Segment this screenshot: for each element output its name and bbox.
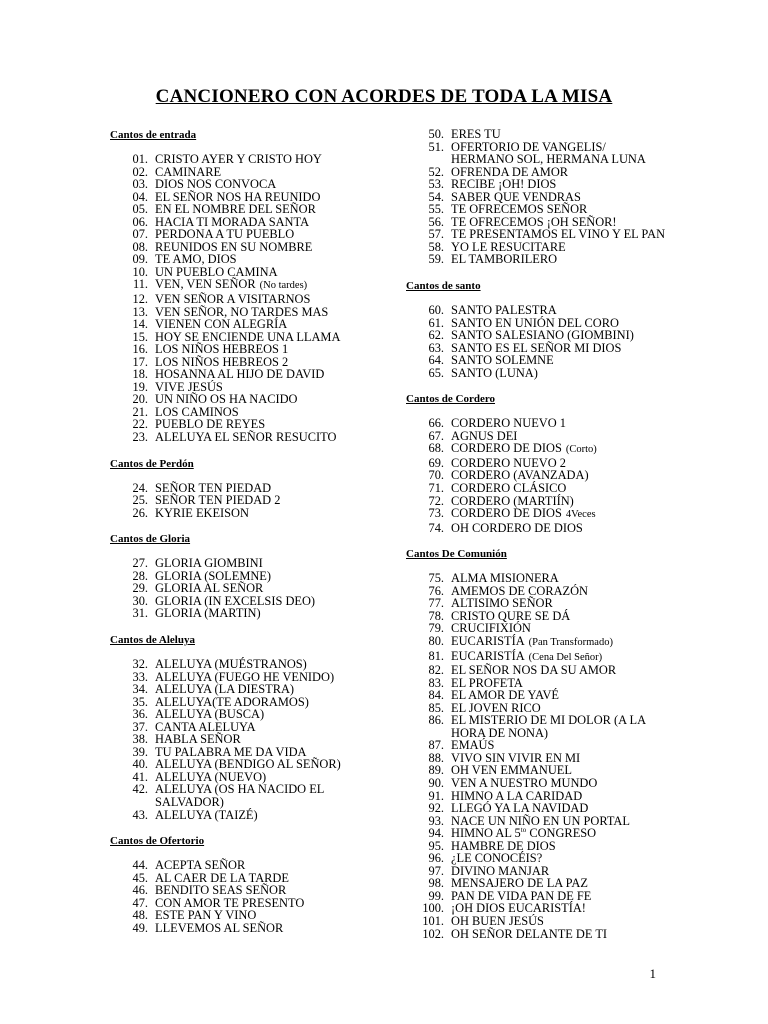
song-number: 93. bbox=[428, 813, 444, 828]
song-title: CRISTO QURE SE DÁ bbox=[451, 608, 571, 623]
song-number: 100. bbox=[422, 901, 444, 916]
song-title: ALELUYA (NUEVO) bbox=[155, 769, 267, 784]
song-title: CANTA ALELUYA bbox=[155, 719, 256, 734]
song-title: VEN A NUESTRO MUNDO bbox=[451, 775, 598, 790]
song-title: OFERTORIO DE VANGELIS/ bbox=[451, 139, 606, 154]
song-number: 16. bbox=[132, 342, 148, 357]
song-number: 66. bbox=[428, 416, 444, 431]
section-heading: Cantos de Aleluya bbox=[110, 633, 195, 646]
song-number: 55. bbox=[428, 202, 444, 217]
song-number: 02. bbox=[132, 164, 148, 179]
song-list bbox=[406, 128, 736, 266]
song-number: 80. bbox=[428, 633, 444, 648]
song-title: KYRIE EKEISON bbox=[155, 505, 249, 520]
song-number: 61. bbox=[428, 315, 444, 330]
song-title: ¡OH DIOS EUCARISTÍA! bbox=[451, 901, 586, 916]
song-title: EN EL NOMBRE DEL SEÑOR bbox=[155, 202, 316, 217]
song-title: VEN SEÑOR, NO TARDES MAS bbox=[155, 304, 329, 319]
song-title: MENSAJERO DE LA PAZ bbox=[451, 876, 588, 891]
song-number: 41. bbox=[132, 769, 148, 784]
song-title: ¿LE CONOCÉIS? bbox=[451, 851, 543, 866]
song-item bbox=[406, 928, 736, 941]
song-title: CORDERO (MARTIÍN) bbox=[451, 493, 574, 508]
song-number: 75. bbox=[428, 571, 444, 586]
song-item bbox=[406, 635, 736, 650]
song-number: 11. bbox=[132, 277, 148, 292]
song-title-continued: SALVADOR) bbox=[155, 794, 224, 809]
song-title: BENDITO SEAS SEÑOR bbox=[155, 883, 287, 898]
song-section bbox=[406, 392, 736, 534]
song-title: TE AMO, DIOS bbox=[155, 252, 237, 267]
song-number: 33. bbox=[132, 669, 148, 684]
song-title: RECIBE ¡OH! DIOS bbox=[451, 177, 557, 192]
song-title: CORDERO (AVANZADA) bbox=[451, 468, 589, 483]
song-title: UN NIÑO OS HA NACIDO bbox=[155, 392, 298, 407]
song-title: CORDERO DE DIOS bbox=[451, 441, 562, 456]
song-title: ALELUYA (LA DIESTRA) bbox=[155, 682, 295, 697]
song-title: CORDERO DE DIOS bbox=[451, 506, 562, 521]
song-title: REUNIDOS EN SU NOMBRE bbox=[155, 239, 313, 254]
song-title: EL AMOR DE YAVÉ bbox=[451, 688, 559, 703]
song-number: 92. bbox=[428, 801, 444, 816]
song-title: GLORIA (SOLEMNE) bbox=[155, 568, 271, 583]
song-item bbox=[406, 714, 736, 739]
song-number: 82. bbox=[428, 663, 444, 678]
song-note: (No tardes) bbox=[259, 280, 308, 292]
song-number: 70. bbox=[428, 468, 444, 483]
song-title: HOSANNA AL HIJO DE DAVID bbox=[155, 367, 325, 382]
song-number: 44. bbox=[132, 858, 148, 873]
song-title: DIOS NOS CONVOCA bbox=[155, 177, 277, 192]
song-item bbox=[110, 278, 440, 293]
song-item bbox=[110, 431, 440, 444]
song-number: 05. bbox=[132, 202, 148, 217]
song-number: 17. bbox=[132, 354, 148, 369]
song-title: HIMNO A LA CARIDAD bbox=[451, 788, 583, 803]
song-title: AL CAER DE LA TARDE bbox=[155, 870, 289, 885]
song-item bbox=[406, 141, 736, 166]
song-title: CAMINARE bbox=[155, 164, 222, 179]
song-number: 29. bbox=[132, 581, 148, 596]
song-number: 63. bbox=[428, 340, 444, 355]
song-title: SANTO (LUNA) bbox=[451, 365, 538, 380]
song-title: GLORIA (IN EXCELSIS DEO) bbox=[155, 593, 316, 608]
song-title: SABER QUE VENDRAS bbox=[451, 189, 581, 204]
song-title: SANTO EN UNIÓN DEL CORO bbox=[451, 315, 619, 330]
song-number: 24. bbox=[132, 480, 148, 495]
song-number: 96. bbox=[428, 851, 444, 866]
song-number: 91. bbox=[428, 788, 444, 803]
song-number: 94. bbox=[428, 826, 444, 841]
song-number: 56. bbox=[428, 214, 444, 229]
song-list bbox=[406, 572, 736, 940]
section-heading: Cantos de Ofertorio bbox=[110, 835, 205, 848]
song-number: 50. bbox=[428, 127, 444, 141]
song-number: 85. bbox=[428, 700, 444, 715]
song-title: VIVO SIN VIVIR EN MI bbox=[451, 750, 581, 765]
song-number: 62. bbox=[428, 328, 444, 343]
song-title: SEÑOR TEN PIEDAD 2 bbox=[155, 493, 281, 508]
song-list bbox=[110, 482, 440, 520]
section-heading: Cantos de Gloria bbox=[110, 533, 191, 546]
song-number: 13. bbox=[132, 304, 148, 319]
song-number: 97. bbox=[428, 863, 444, 878]
song-number: 21. bbox=[132, 404, 148, 419]
song-section bbox=[406, 547, 736, 940]
song-number: 25. bbox=[132, 493, 148, 508]
song-item bbox=[110, 783, 440, 808]
song-title: OH CORDERO DE DIOS bbox=[451, 520, 583, 535]
section-heading: Cantos De Comunión bbox=[406, 548, 507, 561]
song-list bbox=[110, 153, 440, 444]
song-number: 89. bbox=[428, 763, 444, 778]
song-title: LOS NIÑOS HEBREOS 1 bbox=[155, 342, 289, 357]
song-title: EL PROFETA bbox=[451, 675, 523, 690]
song-number: 65. bbox=[428, 365, 444, 380]
song-title: SANTO SOLEMNE bbox=[451, 353, 554, 368]
song-item bbox=[406, 367, 736, 380]
song-number: 98. bbox=[428, 876, 444, 891]
song-number: 59. bbox=[428, 252, 444, 267]
song-title: EL SEÑOR NOS DA SU AMOR bbox=[451, 663, 617, 678]
song-title: TE OFRECEMOS ¡OH SEÑOR! bbox=[451, 214, 617, 229]
song-title: OFRENDA DE AMOR bbox=[451, 164, 569, 179]
song-number: 43. bbox=[132, 807, 148, 822]
section-heading: Cantos de entrada bbox=[110, 129, 197, 141]
song-title: EUCARISTÍA bbox=[451, 633, 525, 648]
song-section bbox=[406, 279, 736, 379]
song-list bbox=[406, 417, 736, 534]
song-number: 67. bbox=[428, 428, 444, 443]
song-title: NACE UN NIÑO EN UN PORTAL bbox=[451, 813, 630, 828]
song-number: 12. bbox=[132, 292, 148, 307]
song-number: 51. bbox=[428, 139, 444, 154]
song-number: 34. bbox=[132, 682, 148, 697]
song-title: GLORIA GIOMBINI bbox=[155, 556, 263, 571]
song-title: ALELUYA (BENDIGO AL SEÑOR) bbox=[155, 757, 341, 772]
song-title: EUCARISTÍA bbox=[451, 648, 525, 663]
song-number: 20. bbox=[132, 392, 148, 407]
song-title: AMEMOS DE CORAZÓN bbox=[451, 583, 588, 598]
song-number: 03. bbox=[132, 177, 148, 192]
song-number: 19. bbox=[132, 379, 148, 394]
song-number: 04. bbox=[132, 189, 148, 204]
song-number: 54. bbox=[428, 189, 444, 204]
song-title: TE PRESENTAMOS EL VINO Y EL PAN bbox=[451, 227, 666, 242]
document-title: CANCIONERO CON ACORDES DE TODA LA MISA bbox=[155, 86, 613, 107]
song-number: 86. bbox=[428, 713, 444, 728]
song-number: 28. bbox=[132, 568, 148, 583]
song-title: VIVE JESÚS bbox=[155, 379, 223, 394]
song-title: CON AMOR TE PRESENTO bbox=[155, 895, 305, 910]
song-title: GLORIA AL SEÑOR bbox=[155, 581, 264, 596]
page-number: 1 bbox=[649, 966, 656, 981]
section-heading: Cantos de Perdón bbox=[110, 457, 194, 470]
song-number: 68. bbox=[428, 441, 444, 456]
song-number: 07. bbox=[132, 227, 148, 242]
song-number: 40. bbox=[132, 757, 148, 772]
section-heading: Cantos de Cordero bbox=[406, 393, 496, 406]
song-number: 35. bbox=[132, 694, 148, 709]
song-title: HAMBRE DE DIOS bbox=[451, 838, 556, 853]
song-title: AGNUS DEI bbox=[451, 428, 518, 443]
song-number: 49. bbox=[132, 920, 148, 935]
song-title-continued: HERMANO SOL, HERMANA LUNA bbox=[451, 152, 646, 167]
song-title: PERDONA A TU PUEBLO bbox=[155, 227, 295, 242]
song-title: ESTE PAN Y VINO bbox=[155, 908, 257, 923]
song-number: 36. bbox=[132, 707, 148, 722]
song-title: ALTISIMO SEÑOR bbox=[451, 596, 553, 611]
song-number: 01. bbox=[132, 152, 148, 166]
song-number: 22. bbox=[132, 417, 148, 432]
song-title: UN PUEBLO CAMINA bbox=[155, 264, 278, 279]
song-item bbox=[406, 650, 736, 665]
song-number: 90. bbox=[428, 775, 444, 790]
song-title: ALELUYA (BUSCA) bbox=[155, 707, 265, 722]
song-title-superscript: to bbox=[520, 826, 527, 835]
song-item bbox=[406, 522, 736, 535]
song-number: 76. bbox=[428, 583, 444, 598]
song-list bbox=[406, 304, 736, 379]
song-note: (Pan Transformado) bbox=[528, 636, 613, 648]
section-heading: Cantos de santo bbox=[406, 280, 481, 293]
song-title: ERES TU bbox=[451, 127, 501, 141]
song-number: 69. bbox=[428, 455, 444, 470]
song-title: OH BUEN JESÚS bbox=[451, 913, 544, 928]
song-number: 72. bbox=[428, 493, 444, 508]
song-title: LOS NIÑOS HEBREOS 2 bbox=[155, 354, 289, 369]
song-title: DIVINO MANJAR bbox=[451, 863, 550, 878]
song-title: PUEBLO DE REYES bbox=[155, 417, 266, 432]
song-item bbox=[110, 809, 440, 822]
song-number: 46. bbox=[132, 883, 148, 898]
song-title: CORDERO NUEVO 1 bbox=[451, 416, 566, 431]
song-number: 45. bbox=[132, 870, 148, 885]
song-title: ACEPTA SEÑOR bbox=[155, 858, 246, 873]
song-number: 102. bbox=[422, 926, 444, 941]
song-title: CRUCIFIXIÓN bbox=[451, 621, 531, 636]
song-number: 10. bbox=[132, 264, 148, 279]
song-list bbox=[110, 658, 440, 821]
song-number: 42. bbox=[132, 782, 148, 797]
song-title: LLEVEMOS AL SEÑOR bbox=[155, 920, 284, 935]
song-number: 37. bbox=[132, 719, 148, 734]
song-number: 08. bbox=[132, 239, 148, 254]
song-title: ALMA MISIONERA bbox=[451, 571, 559, 586]
song-title: VIENEN CON ALEGRÍA bbox=[155, 317, 288, 332]
song-title: CORDERO NUEVO 2 bbox=[451, 455, 566, 470]
song-title: TU PALABRA ME DA VIDA bbox=[155, 744, 307, 759]
song-number: 84. bbox=[428, 688, 444, 703]
song-number: 32. bbox=[132, 656, 148, 671]
song-title: SANTO PALESTRA bbox=[451, 303, 557, 318]
song-title: CRISTO AYER Y CRISTO HOY bbox=[155, 152, 322, 166]
song-title: OH SEÑOR DELANTE DE TI bbox=[451, 926, 608, 941]
song-number: 53. bbox=[428, 177, 444, 192]
song-item bbox=[406, 442, 736, 457]
song-title: HOY SE ENCIENDE UNA LLAMA bbox=[155, 329, 341, 344]
song-number: 47. bbox=[132, 895, 148, 910]
song-title: VEN SEÑOR A VISITARNOS bbox=[155, 292, 311, 307]
song-section bbox=[110, 834, 440, 934]
song-number: 57. bbox=[428, 227, 444, 242]
song-number: 81. bbox=[428, 648, 444, 663]
song-title-suffix: CONGRESO bbox=[526, 826, 597, 841]
song-title: ALELUYA EL SEÑOR RESUCITO bbox=[155, 430, 337, 445]
right-column bbox=[406, 128, 736, 940]
song-item bbox=[406, 253, 736, 266]
song-number: 31. bbox=[132, 606, 148, 621]
song-title: TE OFRECEMOS SEÑOR bbox=[451, 202, 588, 217]
song-number: 64. bbox=[428, 353, 444, 368]
song-number: 79. bbox=[428, 621, 444, 636]
song-number: 71. bbox=[428, 481, 444, 496]
song-number: 60. bbox=[428, 303, 444, 318]
song-number: 83. bbox=[428, 675, 444, 690]
song-title: EL MISTERIO DE MI DOLOR (A LA bbox=[451, 713, 647, 728]
song-title: HACIA TI MORADA SANTA bbox=[155, 214, 310, 229]
song-section bbox=[110, 532, 440, 620]
song-section bbox=[110, 457, 440, 520]
song-number: 14. bbox=[132, 317, 148, 332]
song-number: 87. bbox=[428, 738, 444, 753]
song-item bbox=[110, 507, 440, 520]
song-title: HABLA SEÑOR bbox=[155, 732, 241, 747]
song-number: 23. bbox=[132, 430, 148, 445]
song-item bbox=[110, 922, 440, 935]
song-number: 30. bbox=[132, 593, 148, 608]
song-title: HIMNO AL 5 bbox=[451, 826, 521, 841]
song-title: LOS CAMINOS bbox=[155, 404, 239, 419]
song-number: 48. bbox=[132, 908, 148, 923]
song-title: SANTO SALESIANO (GIOMBINI) bbox=[451, 328, 634, 343]
song-list bbox=[110, 557, 440, 620]
song-number: 39. bbox=[132, 744, 148, 759]
song-note: (Corto) bbox=[565, 444, 597, 456]
song-title: SEÑOR TEN PIEDAD bbox=[155, 480, 272, 495]
song-note: (Cena Del Señor) bbox=[528, 651, 603, 663]
song-number: 73. bbox=[428, 506, 444, 521]
song-title: ALELUYA (TAIZÉ) bbox=[155, 807, 258, 822]
song-item bbox=[406, 507, 736, 522]
song-title: EL TAMBORILERO bbox=[451, 252, 558, 267]
song-number: 09. bbox=[132, 252, 148, 267]
song-title: VEN, VEN SEÑOR bbox=[155, 277, 256, 292]
song-title: ALELUYA (OS HA NACIDO EL bbox=[155, 782, 325, 797]
song-number: 52. bbox=[428, 164, 444, 179]
song-number: 74. bbox=[428, 520, 444, 535]
song-number: 101. bbox=[422, 913, 444, 928]
song-title: PAN DE VIDA PAN DE FE bbox=[451, 888, 592, 903]
song-section bbox=[110, 128, 440, 444]
song-title: EMAÚS bbox=[451, 738, 495, 753]
song-number: 77. bbox=[428, 596, 444, 611]
song-title: ALELUYA (MUÉSTRANOS) bbox=[155, 656, 307, 671]
song-title: EL JOVEN RICO bbox=[451, 700, 541, 715]
song-title: ALELUYA(TE ADORAMOS) bbox=[155, 694, 309, 709]
song-number: 38. bbox=[132, 732, 148, 747]
song-section bbox=[110, 633, 440, 821]
song-number: 26. bbox=[132, 505, 148, 520]
song-title: CORDERO CLÁSICO bbox=[451, 481, 567, 496]
song-number: 78. bbox=[428, 608, 444, 623]
song-title: EL SEÑOR NOS HA REUNIDO bbox=[155, 189, 321, 204]
song-item bbox=[110, 607, 440, 620]
song-title: GLORIA (MARTIN) bbox=[155, 606, 261, 621]
song-number: 27. bbox=[132, 556, 148, 571]
song-list bbox=[110, 859, 440, 934]
song-section bbox=[406, 128, 736, 266]
song-note: 4Veces bbox=[565, 509, 596, 521]
song-title: SANTO ES EL SEÑOR MI DIOS bbox=[451, 340, 622, 355]
song-title: YO LE RESUCITARE bbox=[451, 239, 566, 254]
song-title: OH VEN EMMANUEL bbox=[451, 763, 572, 778]
song-number: 58. bbox=[428, 239, 444, 254]
song-title: ALELUYA (FUEGO HE VENIDO) bbox=[155, 669, 335, 684]
song-number: 06. bbox=[132, 214, 148, 229]
song-title: LLEGÓ YA LA NAVIDAD bbox=[451, 801, 589, 816]
song-title-continued: HORA DE NONA) bbox=[451, 725, 549, 740]
left-column bbox=[110, 128, 440, 934]
song-number: 99. bbox=[428, 888, 444, 903]
song-number: 18. bbox=[132, 367, 148, 382]
song-number: 88. bbox=[428, 750, 444, 765]
song-number: 15. bbox=[132, 329, 148, 344]
song-number: 95. bbox=[428, 838, 444, 853]
